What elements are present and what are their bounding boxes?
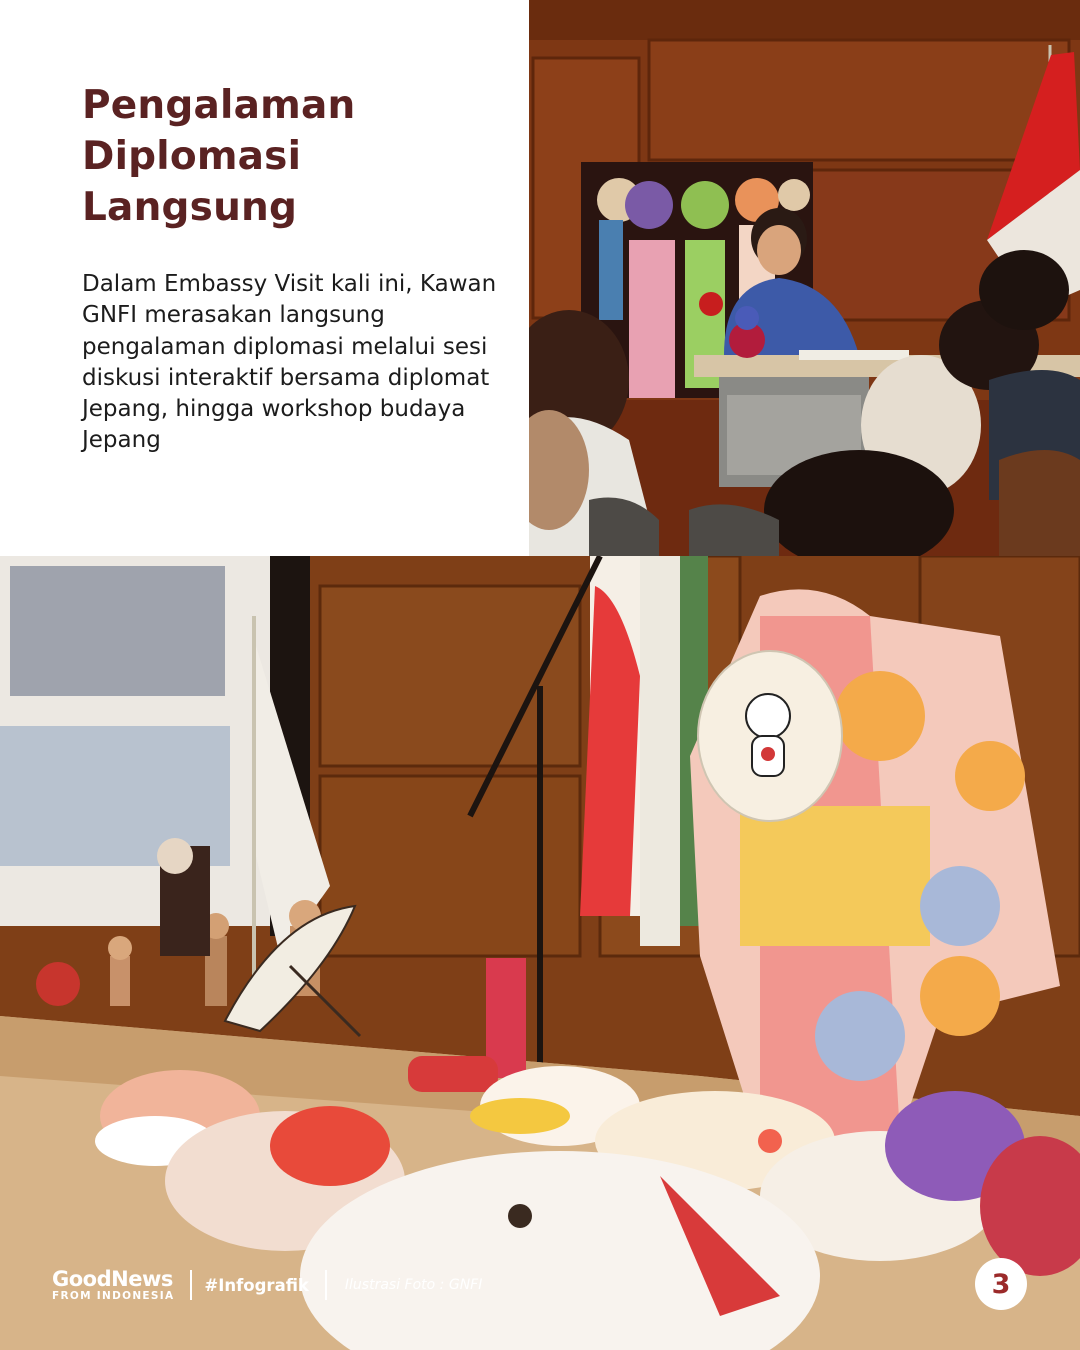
brand-logo	[52, 1268, 174, 1303]
photo-workshop-illustration	[0, 556, 1080, 1350]
photo-credit: Ilustrasi Foto : GNFI	[344, 1277, 483, 1293]
photo-discussion	[529, 0, 1080, 556]
brand-subtitle: FROM INDONESIA	[52, 1289, 175, 1302]
description-text: Dalam Embassy Visit kali ini, Kawan GNFI merasakan langsung pengalaman diplomasi melalui sesi diskusi interaktif bersama diplomat Jepang, hingga workshop budaya Jepang	[82, 271, 497, 454]
photo-discussion-illustration	[529, 0, 1080, 556]
text-panel	[0, 0, 529, 556]
page-title: Pengalaman Diplomasi Langsung	[82, 83, 356, 230]
footer	[52, 1262, 482, 1308]
footer-divider	[190, 1270, 192, 1300]
brand-name: GoodNews	[52, 1266, 173, 1291]
page-number-badge: 3	[975, 1258, 1027, 1310]
photo-workshop	[0, 556, 1080, 1350]
footer-divider	[325, 1270, 327, 1300]
hashtag-label: #Infografik	[204, 1275, 309, 1295]
